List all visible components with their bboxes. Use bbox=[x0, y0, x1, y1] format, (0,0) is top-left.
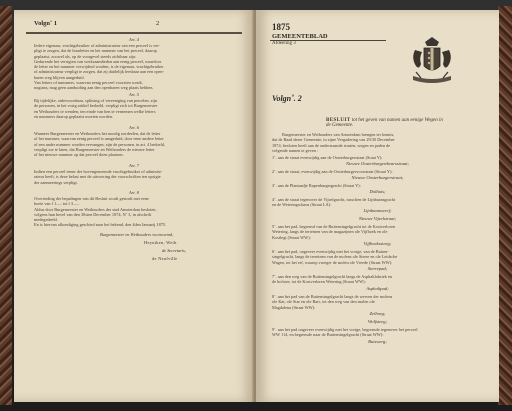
signature-secretary-label: de Secretaris, bbox=[162, 248, 186, 253]
article-8-heading: Art. 8 bbox=[128, 190, 139, 195]
street-name-heading: Asphaltpad; bbox=[366, 286, 389, 291]
right-page bbox=[256, 10, 499, 402]
list-item: 4˚. aan de straat tegenover de Vijzelgracht, tusschen de Lijnbaansgracht en de Weteringschans (Straat LA): bbox=[272, 197, 396, 208]
list-item: 1˚. aan de straat evenwijdig aan de Oosterburgerstraat (Sraat Y): bbox=[272, 155, 383, 160]
article-5-text: Bij tijdelijke, onbewoonbaar, splitsing of vereeniging van percelen, zijn de personen, in het vorig artikel bedoeld, verpligt zich tot Burgemeester en Wethouders te wenden, ten einde van hen te vernemen welke letters en nummers daarop geplaatst moeten worden. bbox=[34, 98, 158, 119]
street-name-heading: Zelhorg; bbox=[369, 311, 386, 316]
afdeeling-label: Afdeeling 3 bbox=[272, 41, 296, 46]
amsterdam-coat-of-arms-icon bbox=[407, 36, 457, 88]
article-5-heading: Art. 5 bbox=[128, 92, 139, 97]
list-item: 6˚. aan het pad, ongeveer evenwijdig met het vorige, van de Buiten- singelgracht, langs de terreinen van de molens ole Sterre en ole Leidsche Wagen, tot het erf, waarop vroeger de molen ole Vreede (Straat WW): bbox=[272, 249, 398, 265]
gemeenteblad-title: GEMEENTEBLAD bbox=[272, 33, 328, 40]
article-7-text: Indien een perceel eener der bovengenoemde vruchtgebruiker of administ- rateur heeft, is deze belast met de uitvoering der voorschriften ten opzigte der aanmeerings verpligt. bbox=[34, 169, 163, 185]
list-item: 8˚. aan het pad van de Buitensingelgracht langs de werven der molens ole Kat, ole Star en ole Bart, tot den weg van den molen ole Magdalena (Straat WW): bbox=[272, 294, 393, 310]
besluit-title: BESLUIT bbox=[326, 118, 351, 123]
list-item: 2˚. aan de straat, evenwijdig aan de Oosterburgervoorstraat (Straat Y): bbox=[272, 169, 393, 174]
street-name-heading: Sterrepad; bbox=[367, 266, 388, 271]
signature-name-1: Heyniken, Weth. bbox=[144, 240, 178, 245]
street-name-heading: Nieuwe Oosterburgerdwarsstraat; bbox=[345, 161, 410, 166]
street-name-heading: Dolhuis; bbox=[369, 189, 386, 194]
list-item: 5˚. aan het pad, begrensd van de Buitensingelgracht tot de Kostverloren Wetering, langs de terreinen van de magazijnen ole Vijfhoek en ole Kostlegt (Straat WW): bbox=[272, 224, 396, 240]
left-page-number: 2 bbox=[156, 20, 160, 27]
volgnummer: Volgn˚. 2 bbox=[272, 94, 302, 103]
article-4-text: Iedere eigenaar, vruchtgebruiker of administrateur van een perceel is ver- pligt te zorgen, dat de huurletter en het nummer van het perceel, daarop geplaatst, zoowel als, op de voorgevel steeds zichtbaar zijn. Gedurende het verrigten van werkzaamheden aan eenig perceel, waardoor de letter en het nummer verwijderd worden, is de eigenaar, vruchtgebruiker of administrateur verpligt te zorgen, dat zij duidelijk leesbaar aan een open- baren weg blijven aangeduid. Van letters of nummers, waarvan eenig perceel voorzien wordt, nogtans, mag geen aanduiding aan den openbaren weg plaats hebben. bbox=[34, 43, 164, 91]
besluit-intro: Burgemeester en Wethouders van Amsterdam brengen ter kennis, dat de Raad dezer Gemeente, in zijne Vergadering van 29/30 December 1874, besloten heeft aan de onderstaande straten, wegen en paden de volgende namen te geven : bbox=[272, 132, 395, 153]
article-6-text: Wanneer Burgemeester en Wethouders het noodig oordeelen, dat de letter of het nummer, waarvan eenig perceel is aangeduid, door eene andere letter of een ander nummer worden vervangen, zijn de personen, in art. 4 bedoeld, verpligt toe te laten, dat Burgemeester en Wethouders de nieuwe letter of het nieuwe nummer op dat perceel doen plaatsen. bbox=[34, 131, 166, 158]
besluit-subtitle: tot het geven van namen aan eenige Wegen in de Gemeente. bbox=[326, 118, 443, 128]
article-7-heading: Art. 7 bbox=[128, 163, 139, 168]
list-item: 3˚. aan de Plantaadje Rapenburgergracht (Straat Y): bbox=[272, 183, 361, 188]
street-name-heading: Wolfsteeg; bbox=[367, 319, 388, 324]
header-rule bbox=[26, 32, 242, 34]
list-item: 9˚. aan het pad ongeveer evenwijdig met het vorige, begrensde tegenover het perceel WW 114, en begrensde naar de Buitensingelgracht (Straat WW): bbox=[272, 327, 418, 338]
left-page-header: Volgn˚ 1 bbox=[34, 20, 58, 27]
article-6-heading: Art. 6 bbox=[128, 125, 139, 130]
list-item: 7˚. aan den weg van de Buitensingelgracht langs de Asphaltfabriek en de hofstee, tot de Kostverloren Wetering (Straat WW): bbox=[272, 274, 392, 285]
signature-name-2: de Neufville bbox=[152, 256, 178, 261]
book-cover-right bbox=[498, 6, 512, 405]
street-name-heading: Nieuwe Vijzelstraat; bbox=[358, 216, 397, 221]
besluit-heading bbox=[326, 118, 486, 128]
left-page bbox=[14, 10, 254, 402]
street-name-heading: Buiswerg; bbox=[368, 339, 387, 344]
article-8-text: Overtreding der bepalingen van dit Besluit wordt gestraft met eene boete van f 1.— tot f 3.—. Aldus door Burgemeester en Wethouders der stad Amsterdam besloten, volgens hun bevel van den 30sten December 1874, N˚ 3, in afschrift medegedeeld. En is hiervan afkondiging geschied naar het bekend, den 4den Januarij 1875. bbox=[34, 196, 167, 228]
street-name-heading: Lijnbaanswerf; bbox=[363, 208, 392, 213]
street-name-heading: Vijfhoekssteeg; bbox=[363, 241, 392, 246]
signature-title: Burgemeester en Wethouders voornoemd, bbox=[100, 232, 174, 237]
book-cover-left bbox=[0, 6, 12, 405]
publication-year: 1875 bbox=[272, 22, 290, 32]
street-name-heading: Nieuwe Oosterburgerstraat; bbox=[351, 175, 404, 180]
article-4-heading: Art. 4 bbox=[128, 37, 139, 42]
